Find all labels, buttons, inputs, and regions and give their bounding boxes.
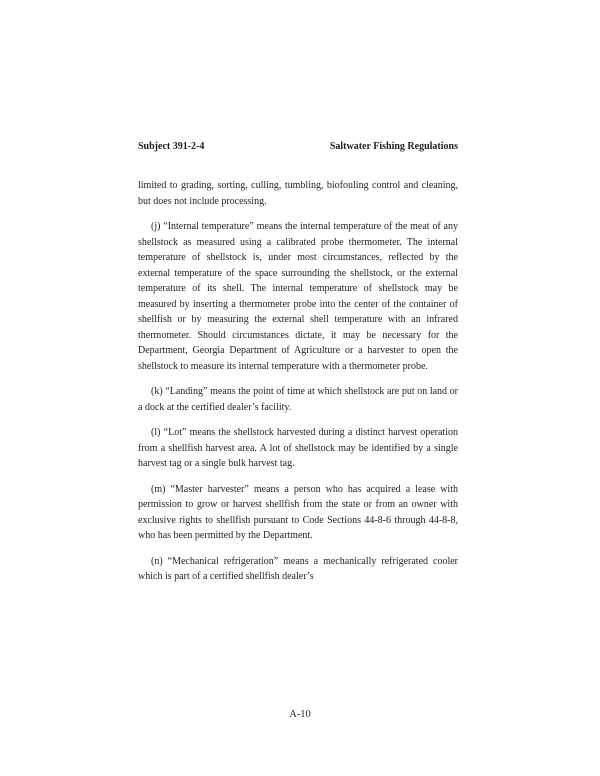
- paragraph-j: (j) “Internal temperature” means the internal temperature of the meat of any shellstock as measured using a calibrated probe thermometer. The internal temperature of shellstock is, under most circumstances, reflected by the external temperature of the space surrounding the shellstock, or the external temperature of its shell. The internal temperature of shellstock may be measured by inserting a thermometer probe into the center of the container of shellfish or by measuring the external shell temperature with an infrared thermometer. Should circumstances dictate, it may be necessary for the Department, Georgia Department of Agriculture or a harvester to open the shellstock to measure its internal temperature with a thermometer probe.: [138, 221, 458, 372]
- page-number-label: A-10: [289, 709, 311, 720]
- header-title: Saltwater Fishing Regulations: [329, 141, 458, 152]
- page-header: [138, 141, 458, 153]
- paragraph-n: (n) “Mechanical refrigeration” means a mechanically refrigerated cooler which is part of a certified shellfish dealer’s: [138, 555, 458, 582]
- paragraph-k: (k) “Landing” means the point of time at which shellstock are put on land or a dock at the certified dealer’s facility.: [138, 386, 458, 413]
- header-subject: Subject 391-2-4: [138, 141, 205, 152]
- paragraph-l: (l) “Lot” means the shellstock harvested during a distinct harvest operation from a shellfish harvest area. A lot of shellstock may be identified by a single harvest tag or a single bulk harvest tag.: [138, 427, 458, 469]
- document-body: [138, 178, 458, 595]
- page-number: [0, 708, 600, 721]
- paragraph-m: (m) “Master harvester” means a person who has acquired a lease with permission to grow or harvest shellfish from the state or from an owner with exclusive rights to shellfish pursuant to Code Sections 44-8-6 through 44-8-8, who has been permitted by the Department.: [138, 483, 458, 541]
- paragraph-continuation: limited to grading, sorting, culling, tumbling, biofouling control and cleaning, but does not include processing.: [138, 180, 458, 207]
